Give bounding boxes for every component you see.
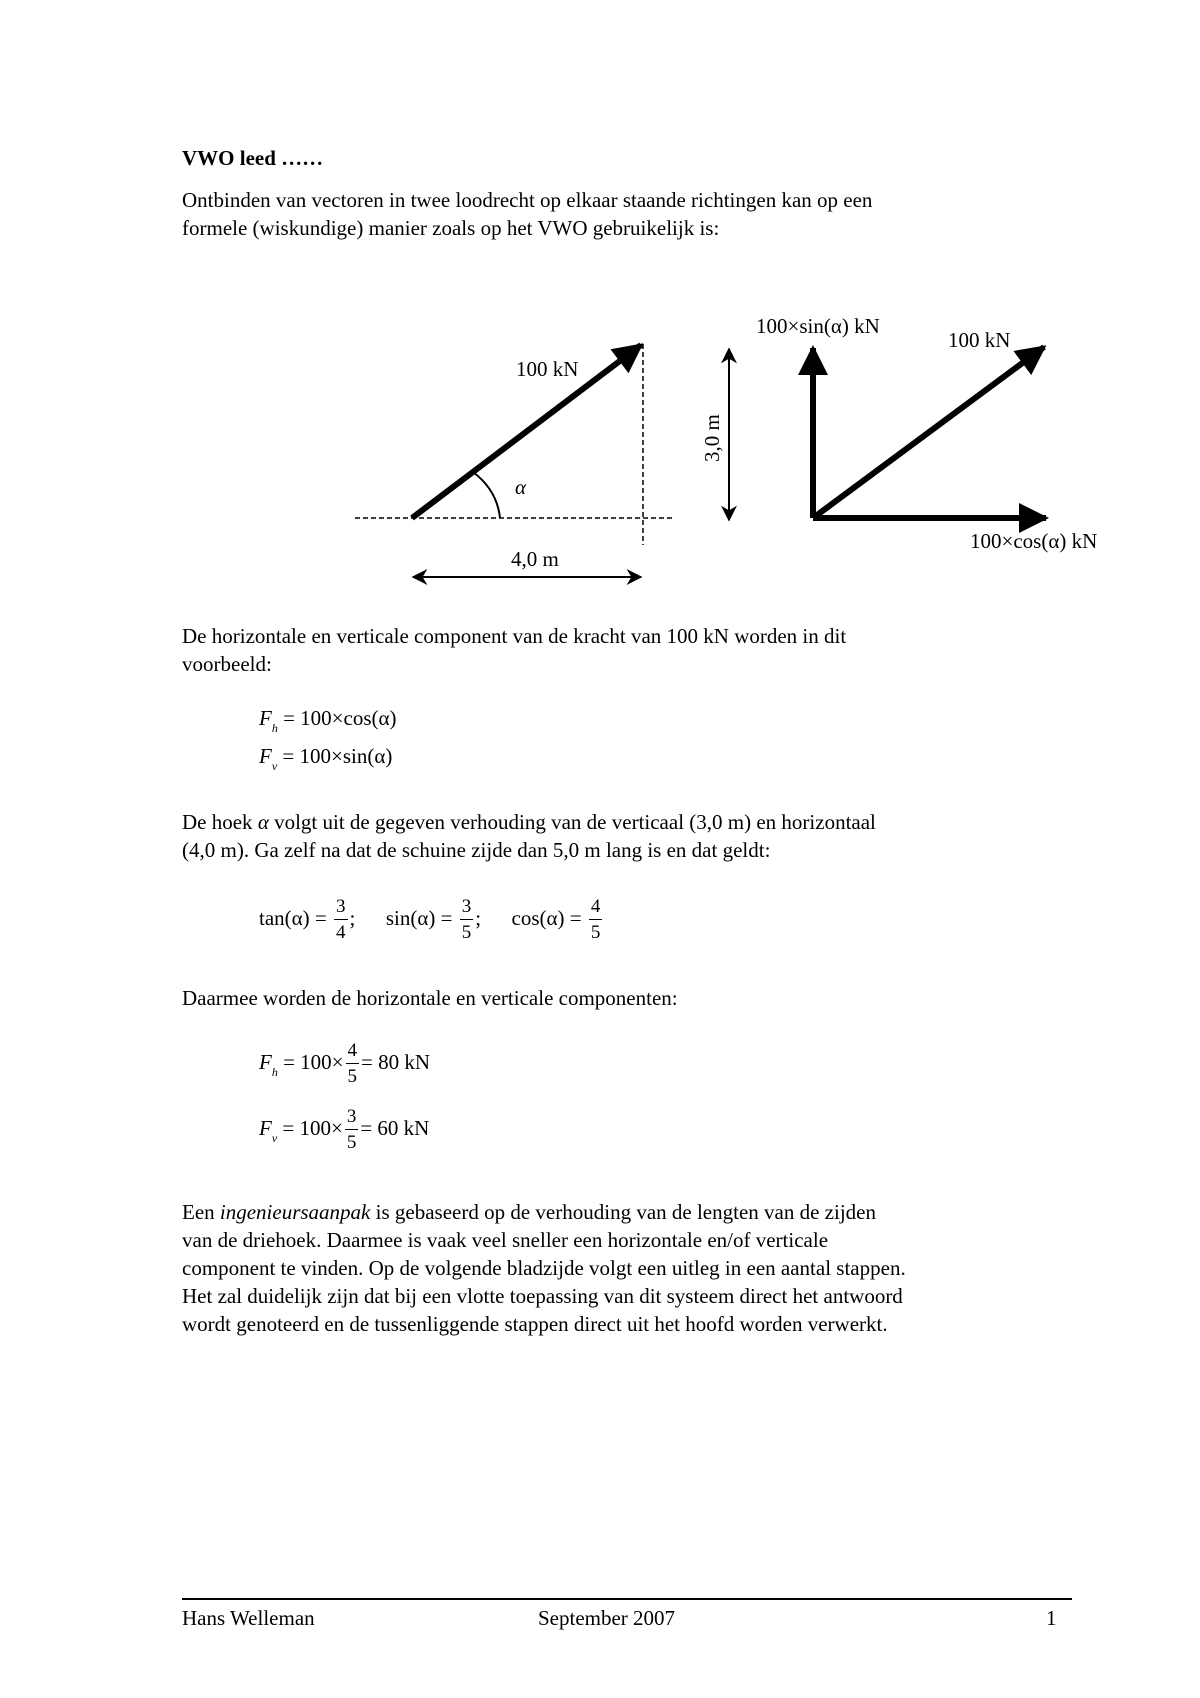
engineer-paragraph: [182, 1198, 1062, 1338]
footer-divider: [182, 1598, 1072, 1600]
dim-vertical-label: 3,0 m: [700, 414, 724, 462]
vector-figure: [0, 0, 1200, 600]
engineer-line-3: component te vinden. Op de volgende bladzijde volgt een uitleg in een aantal stappen.: [182, 1256, 906, 1280]
engineer-term: ingenieursaanpak: [219, 1200, 371, 1224]
page-heading: VWO leed ……: [182, 146, 324, 170]
components-intro-text: Daarmee worden de horizontale en verticale componenten:: [182, 986, 678, 1010]
angle-line-1: [182, 808, 1062, 836]
footer-date: September 2007: [538, 1606, 676, 1630]
fv-fraction: $\frac{3}{5}$: [346, 1106, 357, 1153]
fv-expression: = 100×sin(α): [277, 744, 393, 768]
angle-line-1-rest: volgt uit de gegeven verhouding van de verticaal (3,0 m) en horizontaal: [268, 810, 876, 834]
component-line-1: De horizontale en verticale component van de kracht van 100 kN worden in dit: [182, 624, 847, 648]
subscript-h: h: [271, 721, 278, 735]
symbol-F: F: [259, 706, 272, 730]
formula-fv: [259, 744, 393, 773]
angle-prefix: De hoek: [182, 810, 258, 834]
alpha-symbol: α: [257, 810, 269, 834]
angle-label: α: [515, 475, 527, 499]
footer-page-number: 1: [1046, 1606, 1057, 1630]
fh-expression: = 100×cos(α): [277, 706, 397, 730]
sin-lhs: sin(α) =: [385, 905, 453, 930]
intro-line-2: formele (wiskundige) manier zoals op het VWO gebruikelijk is:: [182, 216, 720, 240]
component-line-2: voorbeeld:: [182, 652, 272, 676]
cos-fraction: $\frac{4}{5}$: [590, 896, 601, 943]
symbol-F: F: [259, 1115, 272, 1140]
symbol-F: F: [259, 1049, 272, 1074]
formula-fh-calc: $F_h = 100\times$ $\frac{4}{5}$ = 80 kN: [259, 1040, 431, 1087]
left-force-label: 100 kN: [516, 357, 579, 381]
engineer-line-2: van de driehoek. Daarmee is vaak veel sneller een horizontale en/of verticale: [182, 1228, 829, 1252]
tan-fraction: $\frac{3}{4}$: [336, 896, 346, 943]
engineer-line-1: Een ingenieursaanpak is gebaseerd op de verhouding van de lengten van de zijden: [182, 1200, 876, 1224]
sin-fraction: $\frac{3}{5}$: [461, 896, 472, 943]
right-force-label: 100 kN: [948, 328, 1011, 352]
engineer-line-5: wordt genoteerd en de tussenliggende stappen direct uit het hoofd worden verwerkt.: [182, 1312, 888, 1336]
trig-formula: tan(α) = $\frac{3}{4}$ ; sin(α) = $\frac{3}{5}$ ; cos(α) = $\frac{4}{5}$: [259, 896, 601, 943]
subscript-v: v: [271, 759, 278, 773]
formula-fv-calc: $F_v = 100\times$ $\frac{3}{5}$ = 60 kN: [259, 1106, 430, 1153]
horizontal-component-label: 100×cos(α) kN: [970, 529, 1098, 553]
dim-horizontal-label: 4,0 m: [511, 547, 559, 571]
fh-fraction: $\frac{4}{5}$: [347, 1040, 358, 1087]
formula-fh: [259, 706, 397, 735]
engineer-line-4: Het zal duidelijk zijn dat bij een vlotte toepassing van dit systeem direct het antwoord: [182, 1284, 903, 1308]
angle-arc: [473, 472, 500, 518]
angle-line-2: (4,0 m). Ga zelf na dat de schuine zijde dan 5,0 m lang is en dat geldt:: [182, 838, 771, 862]
component-paragraph: [182, 622, 1062, 678]
components-intro: [182, 984, 1062, 1012]
subscript-v: v: [271, 1130, 278, 1145]
subscript-h: h: [271, 1064, 278, 1079]
cos-lhs: cos(α) =: [511, 905, 582, 930]
symbol-F: F: [259, 744, 272, 768]
right-force-arrow: [813, 347, 1044, 518]
footer-author: Hans Welleman: [182, 1606, 315, 1630]
intro-line-1: Ontbinden van vectoren in twee loodrecht op elkaar staande richtingen kan op een: [182, 188, 873, 212]
tan-lhs: tan(α) =: [259, 905, 327, 930]
angle-paragraph: [182, 808, 1062, 864]
vertical-component-label: 100×sin(α) kN: [756, 314, 880, 338]
